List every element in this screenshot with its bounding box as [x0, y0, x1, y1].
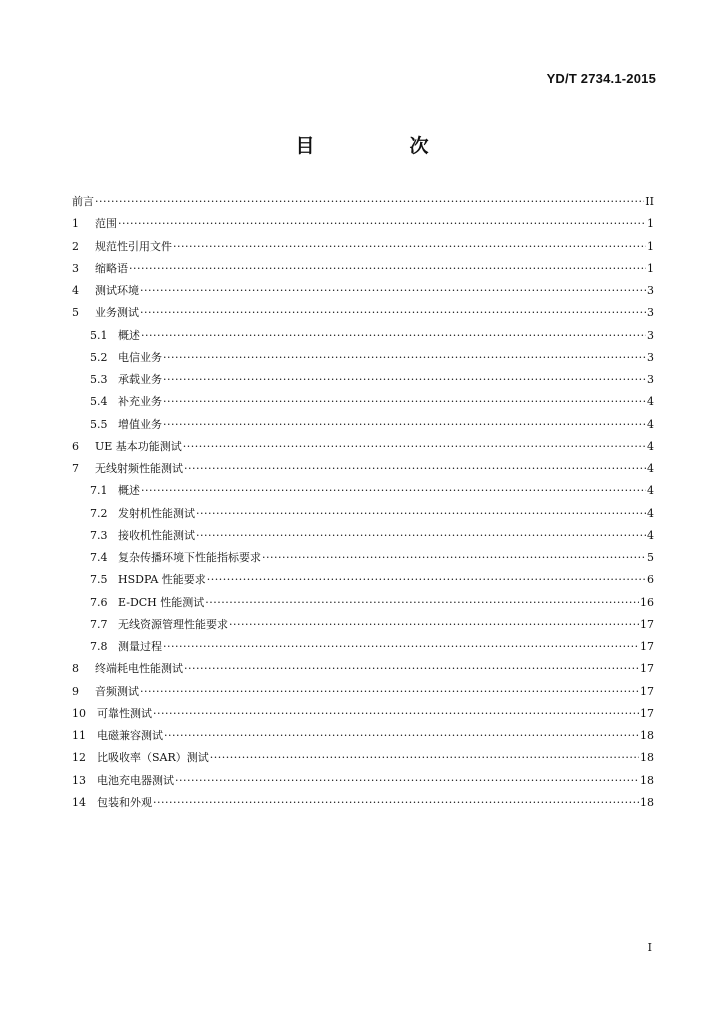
- document-code: YD/T 2734.1-2015: [546, 71, 656, 86]
- toc-entry-number: 10: [72, 706, 86, 720]
- toc-entry-number: 1: [72, 217, 79, 231]
- toc-entry-label: 电池充电器测试: [97, 773, 174, 787]
- toc-entry-number: 3: [72, 261, 79, 275]
- toc-entry-label: 复杂传播环境下性能指标要求: [118, 551, 261, 564]
- toc-leader-dots: [163, 418, 646, 431]
- toc-entry[interactable]: [72, 260, 654, 282]
- toc-entry[interactable]: [72, 215, 654, 237]
- toc-entry-page: 18: [640, 795, 654, 809]
- toc-entry[interactable]: [72, 727, 654, 749]
- toc-entry-number: 5.5: [90, 417, 108, 431]
- toc-entry-page: 4: [647, 506, 654, 520]
- toc-entry-label: 概述: [118, 484, 140, 498]
- toc-entry-label: 发射机性能测试: [118, 506, 195, 520]
- toc-leader-dots: [141, 329, 646, 342]
- toc-entry[interactable]: [72, 527, 654, 549]
- toc-entry-label: 无线射频性能测试: [95, 462, 183, 475]
- toc-entry-page: 4: [647, 528, 654, 542]
- toc-leader-dots: [229, 618, 639, 631]
- toc-entry-label: 前言: [72, 195, 94, 208]
- toc-entry[interactable]: [72, 638, 654, 660]
- toc-entry-page: 17: [640, 617, 654, 631]
- toc-leader-dots: [95, 195, 644, 208]
- toc-entry-number: 7.2: [90, 506, 108, 520]
- toc-entry-number: 11: [72, 729, 86, 742]
- toc-entry-page: 17: [640, 662, 654, 676]
- toc-leader-dots: [207, 573, 646, 586]
- toc-leader-dots: [210, 751, 639, 764]
- toc-leader-dots: [175, 774, 639, 787]
- page-title: 目 次: [295, 135, 467, 157]
- toc-entry[interactable]: [72, 282, 654, 304]
- toc-entry[interactable]: [72, 438, 654, 460]
- toc-leader-dots: [196, 507, 646, 520]
- toc-entry[interactable]: [72, 193, 654, 215]
- toc-entry[interactable]: [72, 660, 654, 682]
- toc-leader-dots: [183, 440, 646, 453]
- toc-entry[interactable]: [72, 772, 654, 794]
- toc-entry[interactable]: [72, 304, 654, 326]
- toc-entry-page: 4: [647, 417, 654, 431]
- toc-entry-label: 电磁兼容测试: [97, 729, 163, 742]
- toc-entry-page: 18: [640, 751, 654, 765]
- toc-entry-number: 7.6: [90, 595, 108, 609]
- toc-leader-dots: [196, 529, 646, 542]
- toc-entry-number: 7.3: [90, 528, 108, 542]
- toc-leader-dots: [163, 395, 646, 408]
- toc-leader-dots: [129, 262, 646, 275]
- table-of-contents: [72, 193, 654, 816]
- toc-entry-page: 4: [647, 439, 654, 453]
- toc-entry-number: 12: [72, 751, 86, 765]
- toc-leader-dots: [140, 306, 646, 319]
- toc-entry-number: 4: [72, 284, 79, 297]
- toc-entry-page: 1: [647, 261, 654, 275]
- toc-entry-label: 包装和外观: [97, 795, 152, 809]
- toc-entry-number: 7.7: [90, 617, 108, 631]
- toc-entry-number: 2: [72, 239, 79, 253]
- toc-entry-number: 8: [72, 662, 79, 676]
- toc-entry-page: 4: [647, 484, 654, 498]
- toc-entry-number: 6: [72, 439, 79, 453]
- toc-leader-dots: [163, 351, 646, 364]
- toc-leader-dots: [140, 685, 639, 698]
- toc-leader-dots: [141, 484, 646, 497]
- toc-entry[interactable]: [72, 616, 654, 638]
- toc-entry-page: 3: [647, 306, 654, 320]
- toc-entry[interactable]: [72, 794, 654, 816]
- toc-entry-page: II: [645, 195, 654, 208]
- toc-entry-label: 补充业务: [118, 395, 162, 409]
- toc-entry-label: 测试环境: [95, 284, 139, 297]
- toc-entry-number: 9: [72, 684, 79, 698]
- toc-leader-dots: [184, 462, 646, 475]
- toc-entry-number: 5: [72, 306, 79, 320]
- toc-entry-number: 7.8: [90, 640, 108, 653]
- toc-leader-dots: [153, 707, 639, 720]
- toc-entry-label: 接收机性能测试: [118, 528, 195, 542]
- toc-entry[interactable]: [72, 460, 654, 482]
- toc-entry-label: 音频测试: [95, 684, 139, 698]
- toc-leader-dots: [173, 240, 646, 253]
- page-number: I: [647, 941, 652, 954]
- toc-entry-label: E-DCH 性能测试: [118, 595, 205, 609]
- toc-entry-page: 17: [640, 706, 654, 720]
- toc-entry-number: 5.2: [90, 350, 108, 364]
- toc-entry-label: 业务测试: [95, 306, 139, 320]
- toc-entry[interactable]: [72, 482, 654, 504]
- toc-entry-page: 1: [647, 239, 654, 253]
- toc-entry-number: 5.1: [90, 328, 108, 342]
- toc-leader-dots: [140, 284, 646, 297]
- toc-entry-label: 概述: [118, 328, 140, 342]
- toc-entry[interactable]: [72, 238, 654, 260]
- toc-entry-number: 7.4: [90, 551, 108, 564]
- toc-entry-page: 3: [647, 350, 654, 364]
- toc-entry-number: 7.1: [90, 484, 108, 498]
- toc-entry[interactable]: [72, 416, 654, 438]
- toc-leader-dots: [262, 551, 646, 564]
- toc-entry-label: 测量过程: [118, 640, 162, 653]
- toc-entry-page: 18: [640, 729, 654, 742]
- toc-leader-dots: [153, 796, 639, 809]
- toc-entry-page: 3: [647, 373, 654, 386]
- toc-entry-label: 范围: [95, 217, 117, 231]
- toc-entry-number: 14: [72, 795, 86, 809]
- toc-entry-page: 4: [647, 395, 654, 409]
- toc-leader-dots: [205, 596, 639, 609]
- toc-entry[interactable]: [72, 705, 654, 727]
- toc-entry-page: 17: [640, 640, 654, 653]
- toc-entry-label: 承载业务: [118, 373, 162, 386]
- toc-entry-number: 7.5: [90, 573, 108, 587]
- toc-entry-label: 无线资源管理性能要求: [118, 617, 228, 631]
- toc-leader-dots: [184, 662, 639, 675]
- toc-entry[interactable]: [72, 349, 654, 371]
- toc-entry-label: 规范性引用文件: [95, 239, 172, 253]
- toc-entry[interactable]: [72, 594, 654, 616]
- toc-entry[interactable]: [72, 683, 654, 705]
- toc-entry-number: 13: [72, 773, 86, 787]
- toc-entry[interactable]: [72, 327, 654, 349]
- toc-entry-page: 18: [640, 773, 654, 787]
- toc-entry-label: 可靠性测试: [97, 706, 152, 720]
- toc-entry[interactable]: [72, 749, 654, 771]
- toc-entry[interactable]: [72, 571, 654, 593]
- toc-entry-label: UE 基本功能测试: [95, 439, 182, 453]
- toc-leader-dots: [164, 729, 639, 742]
- toc-entry-number: 5.4: [90, 395, 108, 409]
- toc-entry-page: 6: [647, 573, 654, 587]
- toc-entry-label: 比吸收率（SAR）测试: [97, 751, 209, 765]
- toc-entry-label: 终端耗电性能测试: [95, 662, 183, 676]
- toc-entry-page: 3: [647, 284, 654, 297]
- toc-entry[interactable]: [72, 393, 654, 415]
- toc-entry-page: 17: [640, 684, 654, 698]
- toc-entry-page: 5: [647, 551, 654, 564]
- toc-entry[interactable]: [72, 505, 654, 527]
- toc-entry-label: 增值业务: [118, 417, 162, 431]
- toc-leader-dots: [118, 217, 646, 230]
- toc-entry-label: 缩略语: [95, 261, 128, 275]
- toc-entry-page: 3: [647, 328, 654, 342]
- toc-entry-page: 16: [640, 595, 654, 609]
- toc-entry-page: 1: [647, 217, 654, 231]
- toc-entry[interactable]: [72, 371, 654, 393]
- toc-leader-dots: [163, 640, 639, 653]
- toc-entry-number: 7: [72, 462, 79, 475]
- toc-leader-dots: [163, 373, 646, 386]
- toc-entry-label: HSDPA 性能要求: [118, 573, 206, 587]
- toc-entry-number: 5.3: [90, 373, 108, 386]
- toc-entry[interactable]: [72, 549, 654, 571]
- toc-entry-page: 4: [647, 462, 654, 475]
- toc-entry-label: 电信业务: [118, 350, 162, 364]
